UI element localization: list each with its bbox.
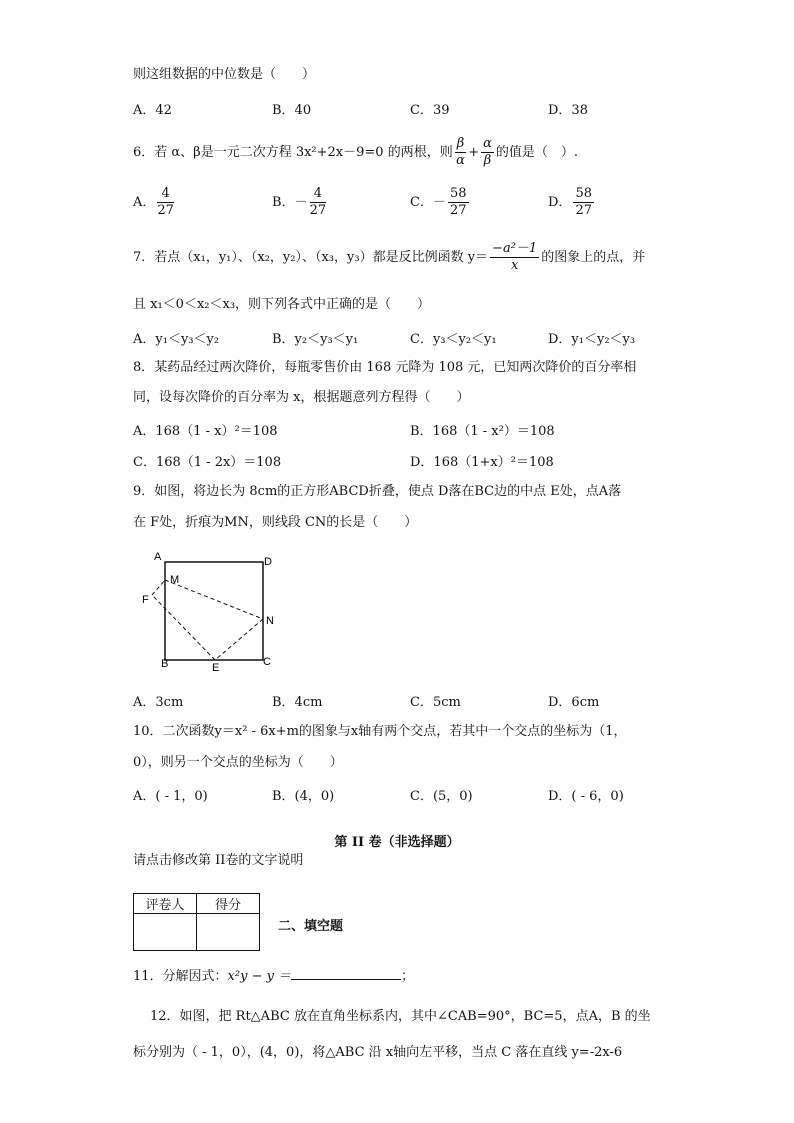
q7-frac (490, 241, 539, 274)
q5-option-b: B．40 (272, 103, 312, 118)
q6-option-a (133, 186, 176, 219)
q7-option-d: D．y₁＜y₂＜y₃ (548, 332, 636, 347)
q6-option-c-num: 58 (449, 186, 467, 201)
segment-ne (215, 619, 263, 660)
q6-frac2 (481, 136, 494, 169)
q11-pre: 11．分解因式： (133, 969, 228, 984)
q6-frac2-num: α (483, 136, 492, 151)
q5-stem: 则这组数据的中位数是（ ） (133, 67, 316, 82)
q6-option-c-sign: － (432, 195, 446, 210)
label-c: C (263, 656, 271, 668)
label-m: M (170, 574, 180, 586)
q6-option-d-num: 58 (575, 186, 592, 201)
section-2-title: 第 II 卷（非选择题） (334, 835, 460, 850)
q9-figure (130, 545, 290, 675)
score-table (133, 893, 260, 951)
q11-stem (133, 967, 414, 986)
q6-stem-post: 的值是（ ）. (495, 145, 579, 160)
q7-option-a: A．y₁＜y₃＜y₂ (133, 332, 220, 347)
q9-option-b: B．4cm (272, 695, 323, 710)
q6-option-b-den: 27 (309, 203, 327, 218)
q6-option-b-num: 4 (310, 186, 327, 203)
q5-option-c: C．39 (410, 103, 450, 118)
score-table-cell-score (197, 914, 260, 951)
q6-option-d-den: 27 (575, 203, 592, 218)
q6-option-d-frac (573, 186, 594, 219)
score-table-cell-grader (134, 914, 197, 951)
q6-stem-pre: 6．若 α、β是一元二次方程 3x²+2x－9=0 的两根，则 (133, 145, 453, 160)
q7-stem (133, 241, 645, 274)
q10-option-a: A．( - 1，0) (133, 789, 208, 804)
q6-frac1-den: α (456, 153, 465, 168)
q6-option-b-sign: － (294, 195, 308, 210)
q6-option-a-label: A． (133, 195, 156, 210)
q7-stem-line2: 且 x₁＜0＜x₂＜x₃，则下列各式中正确的是（ ） (133, 297, 431, 312)
q6-option-a-den: 27 (157, 203, 174, 218)
label-a: A (154, 551, 162, 563)
q9-stem-line1: 9．如图，将边长为 8cm的正方形ABCD折叠，使点 D落在BC边的中点 E处，点A落 (133, 484, 622, 499)
q9-option-a: A．3cm (133, 695, 184, 710)
q6-option-d (548, 186, 596, 219)
q7-frac-num: −a²－1 (492, 241, 538, 256)
label-n: N (266, 615, 274, 627)
score-table-header-score: 得分 (197, 894, 260, 914)
q8-option-b: B．168（1 - x²）＝108 (410, 424, 555, 439)
square-abcd (165, 562, 263, 660)
q11-post: ； (401, 969, 415, 984)
q11-expr: x²y − y ＝ (227, 969, 292, 984)
q10-option-d: D．( - 6，0) (548, 789, 624, 804)
q9-option-d: D．6cm (548, 695, 600, 710)
q6-option-b-frac (310, 186, 327, 219)
segment-fm (152, 580, 165, 595)
q6-option-c-den: 27 (449, 203, 467, 218)
q8-stem-line1: 8．某药品经过两次降价，每瓶零售价由 168 元降为 108 元，已知两次降价的百分率相 (133, 360, 637, 375)
label-e: E (212, 662, 220, 674)
part-title: 二、填空题 (278, 919, 344, 934)
q6-plus: + (468, 145, 480, 160)
q5-option-d: D．38 (548, 103, 588, 118)
q5-option-a: A．42 (133, 103, 172, 118)
q10-stem-line2: 0），则另一个交点的坐标为（ ） (133, 755, 343, 770)
crease-mn (165, 580, 263, 619)
q6-option-c (410, 186, 471, 219)
q6-option-b (272, 186, 328, 219)
q11-answer-blank[interactable] (291, 967, 401, 980)
q9-stem-line2: 在 F处，折痕为MN，则线段 CN的长是（ ） (133, 515, 418, 530)
score-table-header-grader: 评卷人 (134, 894, 197, 914)
q7-option-c: C．y₃＜y₂＜y₁ (410, 332, 497, 347)
q9-option-c: C．5cm (410, 695, 461, 710)
q6-option-a-num: 4 (157, 186, 174, 203)
q10-option-c: C．(5，0) (410, 789, 473, 804)
q6-stem (133, 136, 578, 169)
q6-frac1-num: β (456, 136, 465, 151)
q6-option-d-label: D． (548, 195, 572, 210)
q6-option-b-label: B． (272, 195, 295, 210)
q8-option-d: D．168（1+x）²＝108 (410, 455, 554, 470)
segment-ef (152, 595, 215, 660)
q6-option-c-frac (448, 186, 469, 219)
q12-stem-line2: 标分别为（ - 1，0），(4，0)，将△ABC 沿 x轴向左平移，当点 C 落在直线 y=-2x-6 (133, 1045, 623, 1060)
q7-frac-den: x (510, 258, 519, 273)
q6-option-c-label: C． (410, 195, 433, 210)
q8-option-c: C．168（1 - 2x）＝108 (133, 455, 282, 470)
section-2-note[interactable]: 请点击修改第 II卷的文字说明 (133, 853, 304, 868)
label-b: B (161, 658, 169, 670)
q10-stem-line1: 10．二次函数y＝x² - 6x+m的图象与x轴有两个交点，若其中一个交点的坐标为（1， (133, 724, 627, 739)
q8-option-a: A．168（1 - x）²＝108 (133, 424, 278, 439)
q7-stem-post: 的图象上的点，并 (541, 250, 646, 265)
label-f: F (142, 594, 149, 606)
label-d: D (264, 556, 272, 568)
q8-stem-line2: 同，设每次降价的百分率为 x，根据题意列方程得（ ） (133, 390, 470, 405)
q10-option-b: B．(4，0) (272, 789, 335, 804)
q6-frac2-den: β (483, 153, 492, 168)
q6-option-a-frac (157, 186, 174, 219)
q12-stem-line1: 12．如图，把 Rt△ABC 放在直角坐标系内，其中∠CAB=90°，BC=5，点A，B 的坐 (150, 1009, 651, 1024)
q7-stem-pre: 7．若点（x₁，y₁）、（x₂，y₂）、（x₃，y₃）都是反比例函数 y＝ (133, 250, 489, 265)
q7-option-b: B．y₂＜y₃＜y₁ (272, 332, 359, 347)
q6-frac1 (455, 136, 467, 169)
